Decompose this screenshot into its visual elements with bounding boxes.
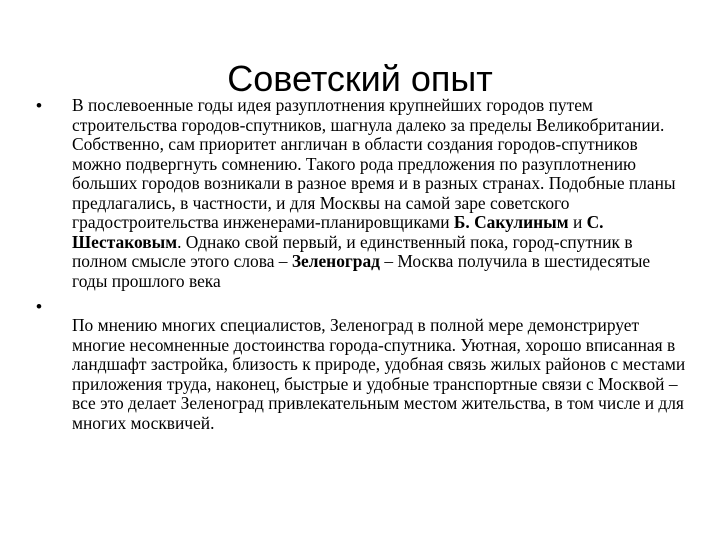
bullet-dot-icon: • bbox=[36, 96, 42, 115]
text-segment: В послевоенные годы идея разуплотнения крупнейших городов путем строительства городов-спутников, шагнула далеко за пределы Великобритании. Собственно, сам приоритет англичан в области создания городов-спутников можно подвергнуть сомнению. Такого рода предложения по разуплотнению больших городов возникали в разное время и в разных странах. Подобные планы предлагались, в частности, и для Москвы на самой заре советского градостроительства инженерами-планировщиками bbox=[72, 95, 676, 232]
bold-name-zelenograd: Зеленоград bbox=[291, 251, 380, 271]
bold-name-sakulin: Б. Сакулиным bbox=[453, 212, 569, 232]
text-segment: – Москва получила в шестидесятые годы прошлого века bbox=[72, 251, 651, 291]
text-segment: . Однако свой первый, и единственный пока, город-спутник в полном смысле этого слова – bbox=[72, 231, 633, 271]
bullet-list bbox=[36, 96, 686, 433]
bullet-text bbox=[72, 95, 676, 291]
slide-title: Советский опыт bbox=[227, 58, 493, 100]
bullet-item-opinion bbox=[36, 297, 686, 433]
bold-name-shestakov: С. Шестаковым bbox=[72, 212, 604, 252]
text-segment: и bbox=[568, 212, 587, 232]
bullet-item-history bbox=[36, 96, 686, 291]
bullet-dot-icon: • bbox=[36, 297, 42, 316]
bullet-text: По мнению многих специалистов, Зеленоград в полной мере демонстрирует многие несомненные достоинства города-спутника. Уютная, хорошо вписанная в ландшафт застройка, близость к природе, удобная связь жилых районов с местами приложения труда, наконец, быстрые и удобные транспортные связи с Москвой – все это делает Зеленоград привлекательным местом жительства, в том числе и для многих москвичей. bbox=[72, 315, 686, 433]
